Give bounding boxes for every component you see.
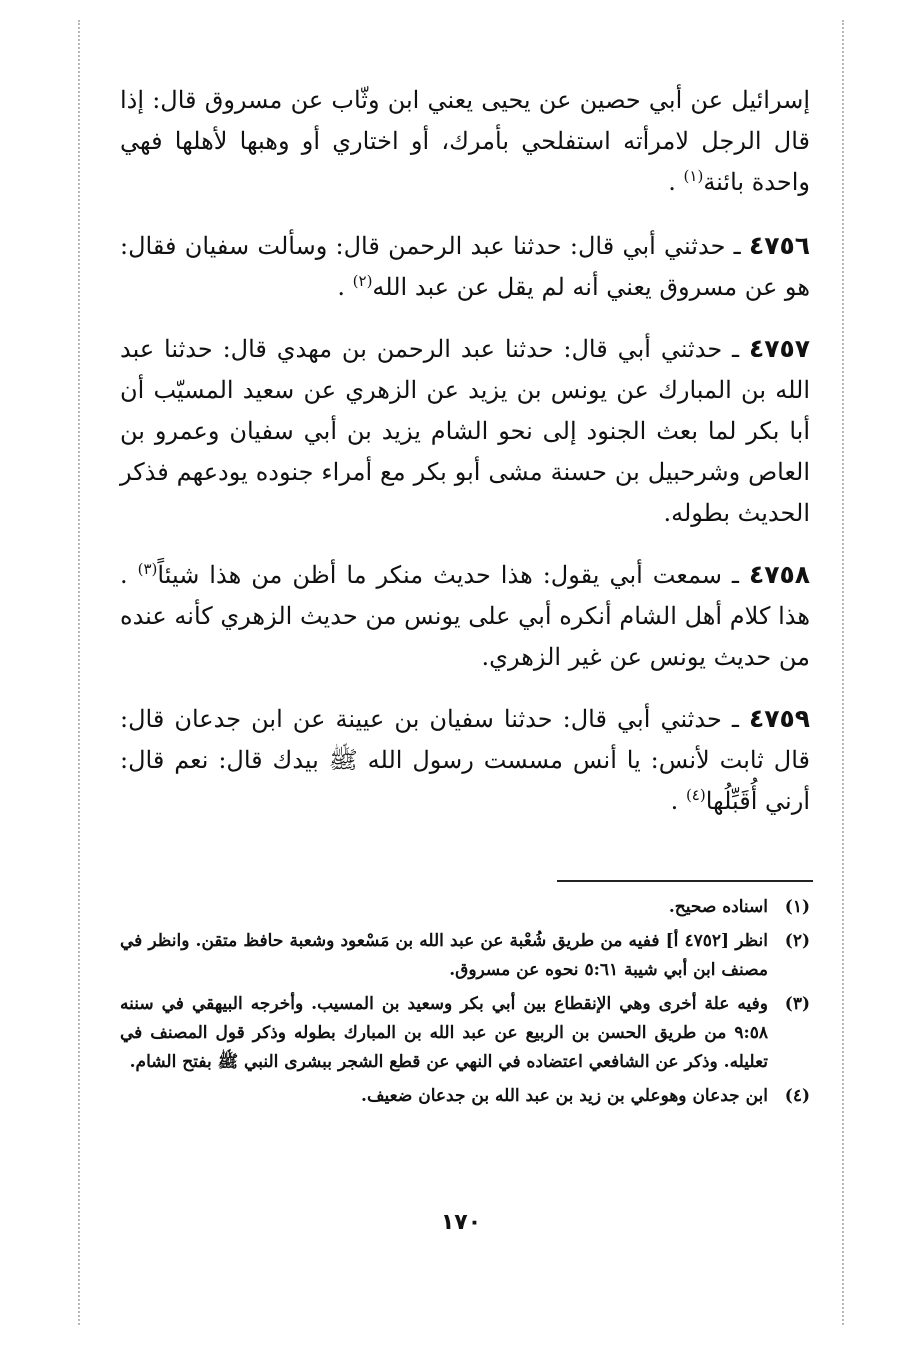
hadith-4757 bbox=[120, 328, 810, 534]
intro-paragraph bbox=[120, 80, 810, 203]
footnote-2 bbox=[120, 927, 810, 985]
footnote-1 bbox=[120, 893, 810, 922]
intro-text: إسرائيل عن أبي حصين عن يحيى يعني ابن وثّاب عن مسروق قال: إذا قال الرجل لامرأته استفلحي بأمرك، أو اختاري أو وهبها لأهلها فهي واحدة بائنة bbox=[120, 86, 810, 196]
footnote-ref-4: (٤) bbox=[685, 786, 706, 804]
hadith-number: ٤٧٥٨ bbox=[748, 560, 810, 589]
hadith-text: ـ سمعت أبي يقول: هذا حديث منكر ما أظن من هذا شيئاً bbox=[157, 561, 749, 589]
footnote-ref-2: (٢) bbox=[352, 272, 373, 290]
scan-margin-dots-right bbox=[842, 20, 844, 1325]
hadith-number: ٤٧٥٦ bbox=[748, 231, 810, 260]
main-text bbox=[120, 80, 810, 842]
footnote-text: ابن جدعان وهوعلي بن زيد بن عبد الله بن جدعان ضعيف. bbox=[361, 1086, 768, 1106]
scan-margin-dots-left bbox=[78, 20, 80, 1325]
footnote-number: (٢) bbox=[784, 931, 810, 951]
page-number: ١٧٠ bbox=[440, 1210, 482, 1235]
footnote-separator bbox=[557, 880, 813, 882]
footnote-number: (٤) bbox=[784, 1086, 810, 1106]
hadith-end: . bbox=[670, 787, 686, 815]
footnote-text: وفيه علة أخرى وهي الإنقطاع بين أبي بكر وسعيد بن المسيب. وأخرجه البيهقي في سننه ٩:٥٨ من طريق الحسن بن الربيع عن عبد الله بن المبارك بطوله وذكر قول المصنف في تعليله. وذكر عن الشافعي اعتضاده في النهي عن قطع الشجر ببشرى النبي ﷺ بفتح الشام. bbox=[120, 994, 768, 1072]
hadith-text-continued: . هذا كلام أهل الشام أنكره أبي على يونس من حديث الزهري كأنه عنده من حديث يونس عن غير الزهري. bbox=[120, 561, 810, 671]
hadith-number: ٤٧٥٧ bbox=[748, 334, 810, 363]
footnote-text: اسناده صحيح. bbox=[668, 897, 768, 917]
footnote-ref-3: (٣) bbox=[137, 560, 158, 578]
footnote-text: انظر [٤٧٥٢ أ] ففيه من طريق شُعْبة عن عبد الله بن مَسْعود وشعبة حافظ متقن. وانظر في مصنف ابن أبي شيبة ٥:٦١ نحوه عن مسروق. bbox=[120, 931, 769, 980]
hadith-text: ـ حدثني أبي قال: حدثنا عبد الرحمن قال: وسألت سفيان فقال: هو عن مسروق يعني أنه لم يقل عن عبد الله bbox=[120, 232, 810, 301]
hadith-number: ٤٧٥٩ bbox=[748, 704, 810, 733]
footnotes bbox=[120, 893, 810, 1116]
footnote-ref-1: (١) bbox=[683, 167, 704, 185]
hadith-text: ـ حدثني أبي قال: حدثنا عبد الرحمن بن مهدي قال: حدثنا عبد الله بن المبارك عن يونس بن يزيد عن الزهري عن سعيد المسيّب أن أبا بكر لما بعث الجنود إلى نحو الشام يزيد بن أبي سفيان وعمرو بن العاص وشرحبيل بن حسنة مشى أبو بكر مع أمراء جنوده يودعهم فذكر الحديث بطوله. bbox=[120, 335, 810, 527]
hadith-4759 bbox=[120, 698, 810, 822]
footnote-4 bbox=[120, 1082, 810, 1111]
hadith-4756 bbox=[120, 225, 810, 308]
hadith-end: . bbox=[337, 273, 353, 301]
hadith-text: ـ حدثني أبي قال: حدثنا سفيان بن عيينة عن ابن جدعان قال: قال ثابت لأنس: يا أنس مسست رسول الله ﷺ بيدك قال: نعم قال: أرني أُقَبِّلُها bbox=[120, 705, 810, 815]
footnote-number: (٣) bbox=[784, 994, 810, 1014]
hadith-4758 bbox=[120, 554, 810, 678]
footnote-3 bbox=[120, 990, 810, 1077]
intro-end: . bbox=[668, 168, 684, 196]
footnote-number: (١) bbox=[784, 897, 810, 917]
